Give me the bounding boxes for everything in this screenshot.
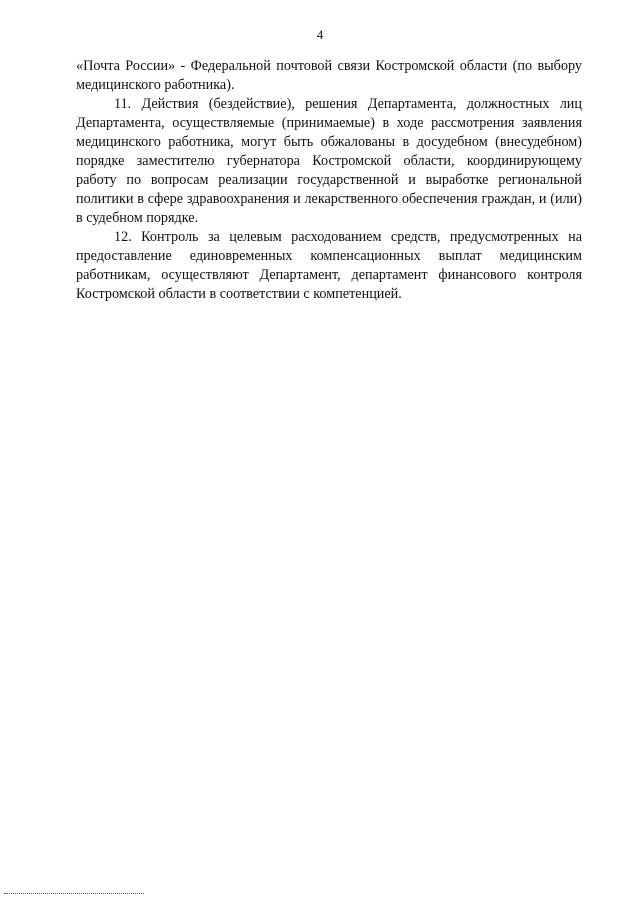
paragraph-continuation: «Почта России» - Федеральной почтовой связи Костромской области (по выбору медицинского работника). bbox=[76, 58, 582, 93]
footer-divider bbox=[4, 893, 144, 894]
paragraph-12: 12. Контроль за целевым расходованием средств, предусмотренных на предоставление единовременных компенсационных выплат медицинским работникам, осуществляют Департамент, департамент финансового контроля Костромской области в соответствии с компетенцией. bbox=[76, 229, 582, 302]
document-body bbox=[76, 57, 582, 304]
paragraph-11: 11. Действия (бездействие), решения Департамента, должностных лиц Департамента, осуществляемые (принимаемые) в ходе рассмотрения заявления медицинского работника, могут быть обжалованы в досудебном (внесудебном) порядке заместителю губернатора Костромской области, координирующему работу по вопросам реализации государственной и выработке региональной политики в сфере здравоохранения и лекарственного обеспечения граждан, и (или) в судебном порядке. bbox=[76, 96, 582, 226]
page-number: 4 bbox=[316, 27, 324, 42]
